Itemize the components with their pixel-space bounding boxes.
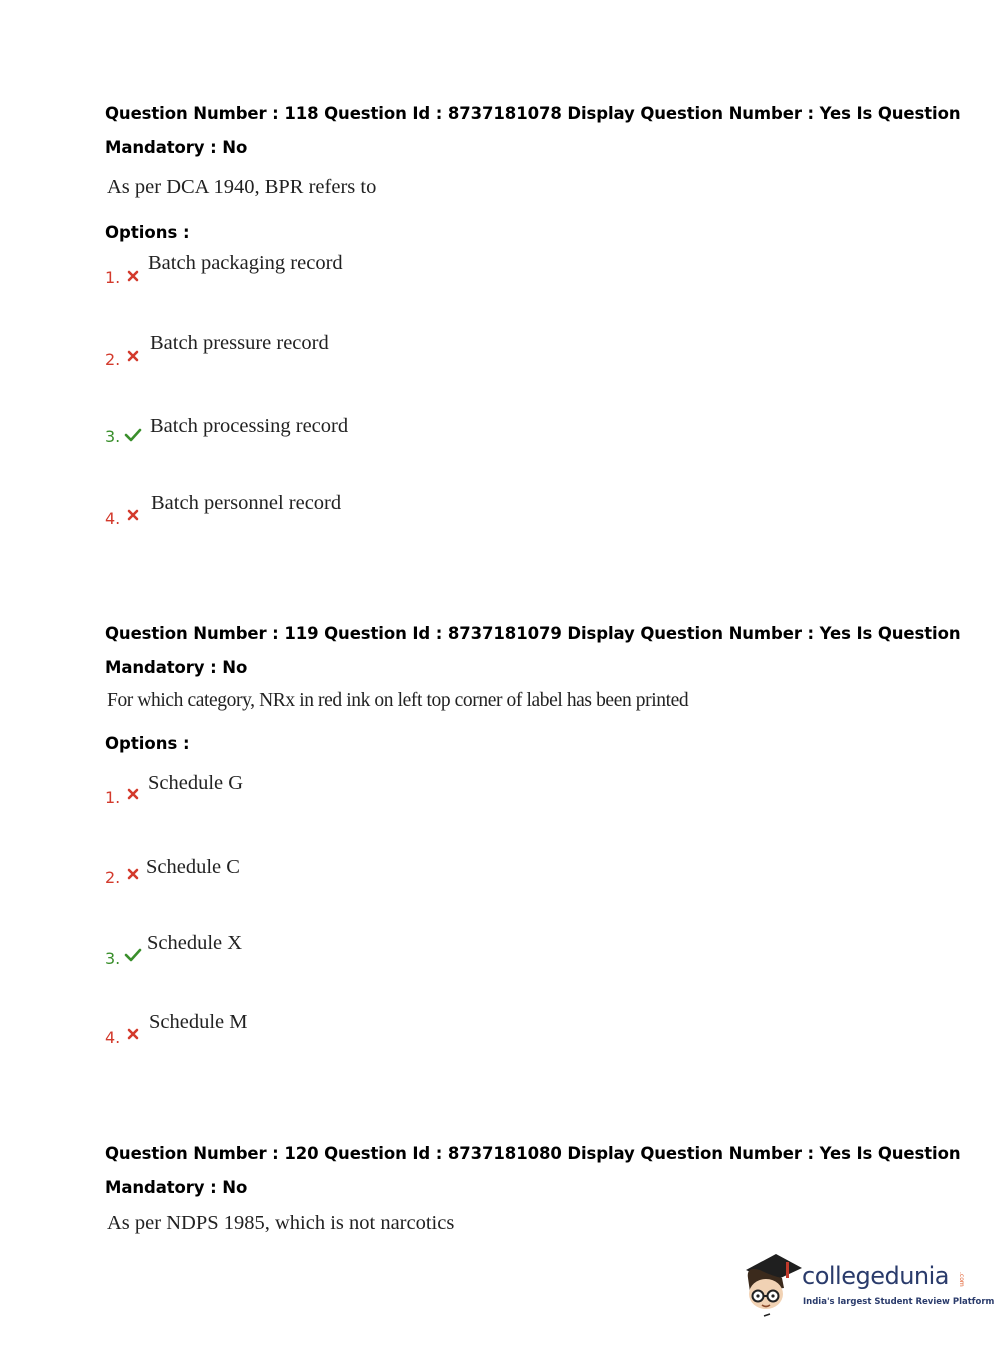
option-number: 3. <box>105 949 121 968</box>
question-block-120 <box>105 1137 965 1205</box>
logo-name: collegedunia <box>802 1262 950 1290</box>
logo-tagline: India's largest Student Review Platform <box>803 1297 995 1307</box>
options-label: Options : <box>105 223 190 242</box>
option-item <box>105 772 605 812</box>
collegedunia-logo <box>742 1248 995 1320</box>
option-item <box>105 417 605 457</box>
option-text: Batch packaging record <box>148 252 343 274</box>
option-text: Batch processing record <box>150 415 349 437</box>
options-label: Options : <box>105 734 190 753</box>
option-text: Batch pressure record <box>150 332 329 354</box>
question-meta-line: Question Number : 119 Question Id : 8737181079 Display Question Number : Yes Is Question <box>105 624 961 643</box>
option-item <box>105 852 605 892</box>
mascot-icon <box>742 1248 804 1320</box>
question-meta <box>105 97 965 165</box>
options-list <box>105 772 965 1062</box>
cross-icon <box>125 268 141 284</box>
check-icon <box>124 427 142 443</box>
option-text: Batch personnel record <box>151 492 342 514</box>
option-number: 1. <box>105 268 121 287</box>
option-number: 2. <box>105 350 121 369</box>
question-block-118 <box>105 97 965 165</box>
option-number: 4. <box>105 1028 121 1047</box>
option-item <box>105 1012 605 1052</box>
question-stem: As per DCA 1940, BPR refers to <box>107 176 377 198</box>
cross-icon <box>125 348 141 364</box>
option-text: Schedule X <box>147 932 243 954</box>
question-stem: For which category, NRx in red ink on left top corner of label has been printed <box>107 690 689 711</box>
check-icon <box>124 947 142 963</box>
option-text: Schedule M <box>149 1011 248 1033</box>
cross-icon <box>125 1026 141 1042</box>
question-meta-line: Question Number : 120 Question Id : 8737181080 Display Question Number : Yes Is Question <box>105 1144 961 1163</box>
cross-icon <box>125 507 141 523</box>
option-item <box>105 932 605 972</box>
question-meta <box>105 1137 965 1205</box>
option-text: Schedule G <box>148 772 244 794</box>
question-mandatory: Mandatory : No <box>105 138 248 157</box>
option-item <box>105 334 605 374</box>
option-number: 1. <box>105 788 121 807</box>
option-item <box>105 252 605 292</box>
question-stem: As per NDPS 1985, which is not narcotics <box>107 1212 455 1234</box>
question-mandatory: Mandatory : No <box>105 658 248 677</box>
question-mandatory: Mandatory : No <box>105 1178 248 1197</box>
option-number: 4. <box>105 509 121 528</box>
logo-suffix: .com <box>958 1272 965 1287</box>
option-number: 3. <box>105 427 121 446</box>
question-meta <box>105 617 965 685</box>
option-number: 2. <box>105 868 121 887</box>
question-block-119 <box>105 617 965 685</box>
option-item <box>105 494 605 534</box>
cross-icon <box>125 786 141 802</box>
cross-icon <box>125 866 141 882</box>
question-meta-line: Question Number : 118 Question Id : 8737181078 Display Question Number : Yes Is Question <box>105 104 961 123</box>
options-list <box>105 252 965 542</box>
option-text: Schedule C <box>146 856 240 878</box>
